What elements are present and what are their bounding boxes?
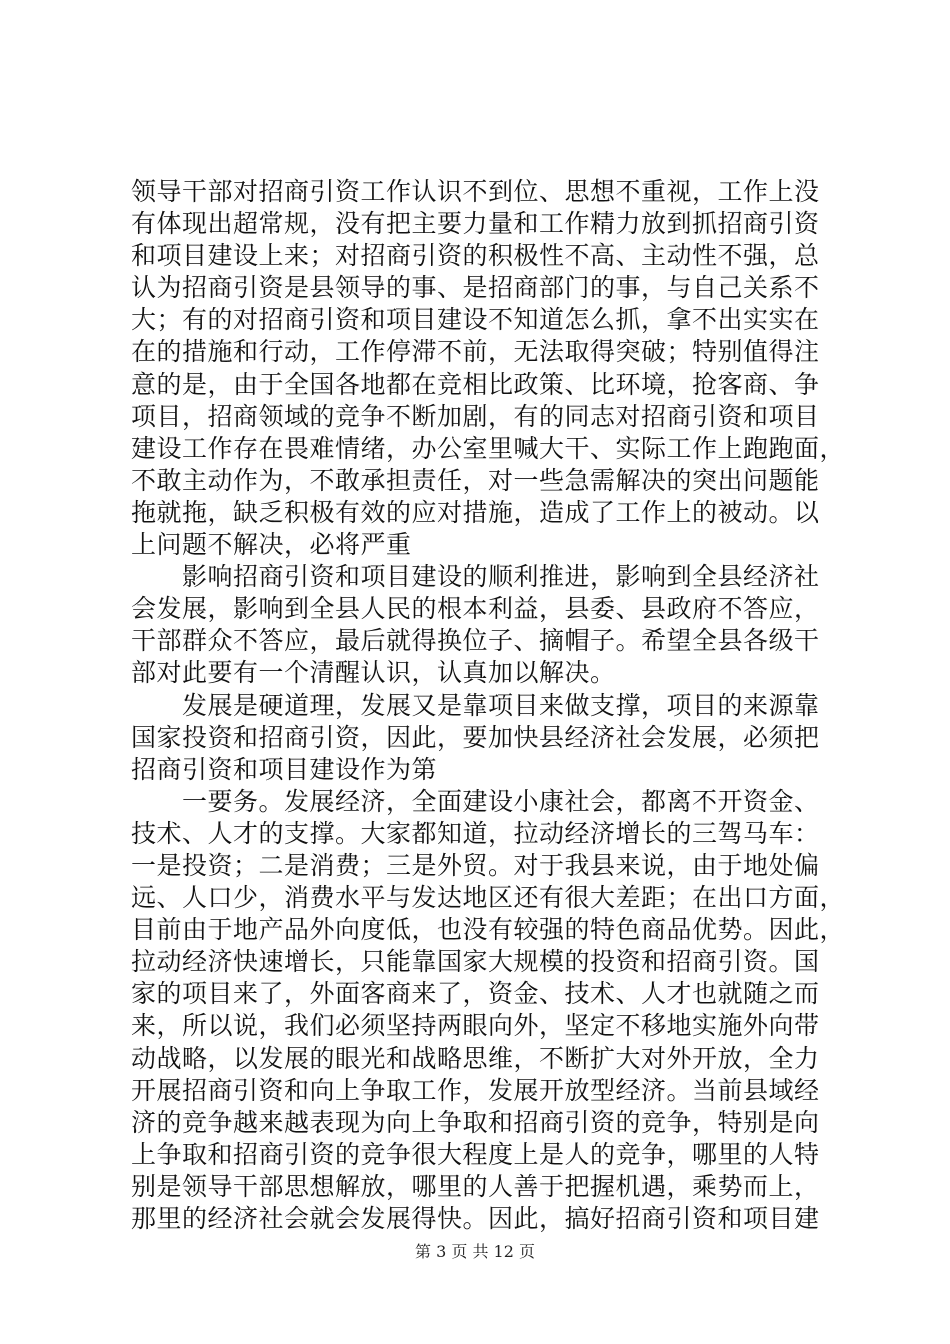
text-line: 大；有的对招商引资和项目建设不知道怎么抓，拿不出实实在: [131, 305, 820, 335]
text-line: 干部群众不答应，最后就得换位子、摘帽子。希望全县各级干: [131, 626, 820, 656]
text-line: 部对此要有一个清醒认识，认真加以解决。: [131, 658, 616, 688]
text-line: 那里的经济社会就会发展得快。因此，搞好招商引资和项目建: [131, 1204, 820, 1233]
text-line: 不敢主动作为，不敢承担责任，对一些急需解决的突出问题能: [131, 465, 820, 495]
text-line: 开展招商引资和向上争取工作，发展开放型经济。当前县域经: [131, 1075, 820, 1105]
text-line: 动战略，以发展的眼光和战略思维，不断扩大对外开放，全力: [131, 1043, 820, 1073]
text-line: 拉动经济快速增长，只能靠国家大规模的投资和招商引资。国: [131, 947, 820, 977]
body-text: [131, 176, 846, 1235]
text-line: 目前由于地产品外向度低，也没有较强的特色商品优势。因此，: [131, 915, 846, 945]
text-line: 认为招商引资是县领导的事、是招商部门的事，与自己关系不: [131, 273, 820, 303]
text-line: 技术、人才的支撑。大家都知道，拉动经济增长的三驾马车：: [131, 818, 820, 848]
text-line: 一要务。发展经济，全面建设小康社会，都离不开资金、: [131, 786, 820, 816]
text-line: 别是领导干部思想解放，哪里的人善于把握机遇，乘势而上，: [131, 1171, 820, 1201]
text-line: 一是投资；二是消费；三是外贸。对于我县来说，由于地处偏: [131, 850, 820, 880]
text-line: 领导干部对招商引资工作认识不到位、思想不重视，工作上没: [131, 177, 820, 206]
text-line: 会发展，影响到全县人民的根本利益，县委、县政府不答应，: [131, 594, 820, 624]
text-line: 国家投资和招商引资，因此，要加快县经济社会发展，必须把: [131, 722, 820, 752]
text-line: 建设工作存在畏难情绪，办公室里喊大干、实际工作上跑跑面，: [131, 433, 846, 463]
text-line: 上问题不解决，必将严重: [131, 530, 412, 560]
text-line: 意的是，由于全国各地都在竞相比政策、比环境，抢客商、争: [131, 369, 820, 399]
text-line: 发展是硬道理，发展又是靠项目来做支撑，项目的来源靠: [131, 690, 820, 720]
page-number-footer: 第 3 页 共 12 页: [415, 1242, 535, 1261]
text-line: 上争取和招商引资的竞争很大程度上是人的竞争，哪里的人特: [131, 1139, 820, 1169]
text-line: 家的项目来了，外面客商来了，资金、技术、人才也就随之而: [131, 979, 820, 1009]
text-line: 招商引资和项目建设作为第: [131, 754, 438, 784]
text-line: 影响招商引资和项目建设的顺利推进，影响到全县经济社: [131, 562, 820, 592]
text-line: 远、人口少，消费水平与发达地区还有很大差距；在出口方面，: [131, 883, 846, 913]
text-line: 在的措施和行动，工作停滞不前，无法取得突破；特别值得注: [131, 337, 820, 367]
text-line: 项目，招商领域的竞争不断加剧，有的同志对招商引资和项目: [131, 401, 820, 431]
text-line: 和项目建设上来；对招商引资的积极性不高、主动性不强，总: [131, 241, 820, 271]
text-line: 济的竞争越来越表现为向上争取和招商引资的竞争，特别是向: [131, 1107, 820, 1137]
text-line: 来，所以说，我们必须坚持两眼向外，坚定不移地实施外向带: [131, 1011, 820, 1041]
text-line: 有体现出超常规，没有把主要力量和工作精力放到抓招商引资: [131, 209, 820, 239]
text-line: 拖就拖，缺乏积极有效的应对措施，造成了工作上的被动。以: [131, 497, 820, 527]
